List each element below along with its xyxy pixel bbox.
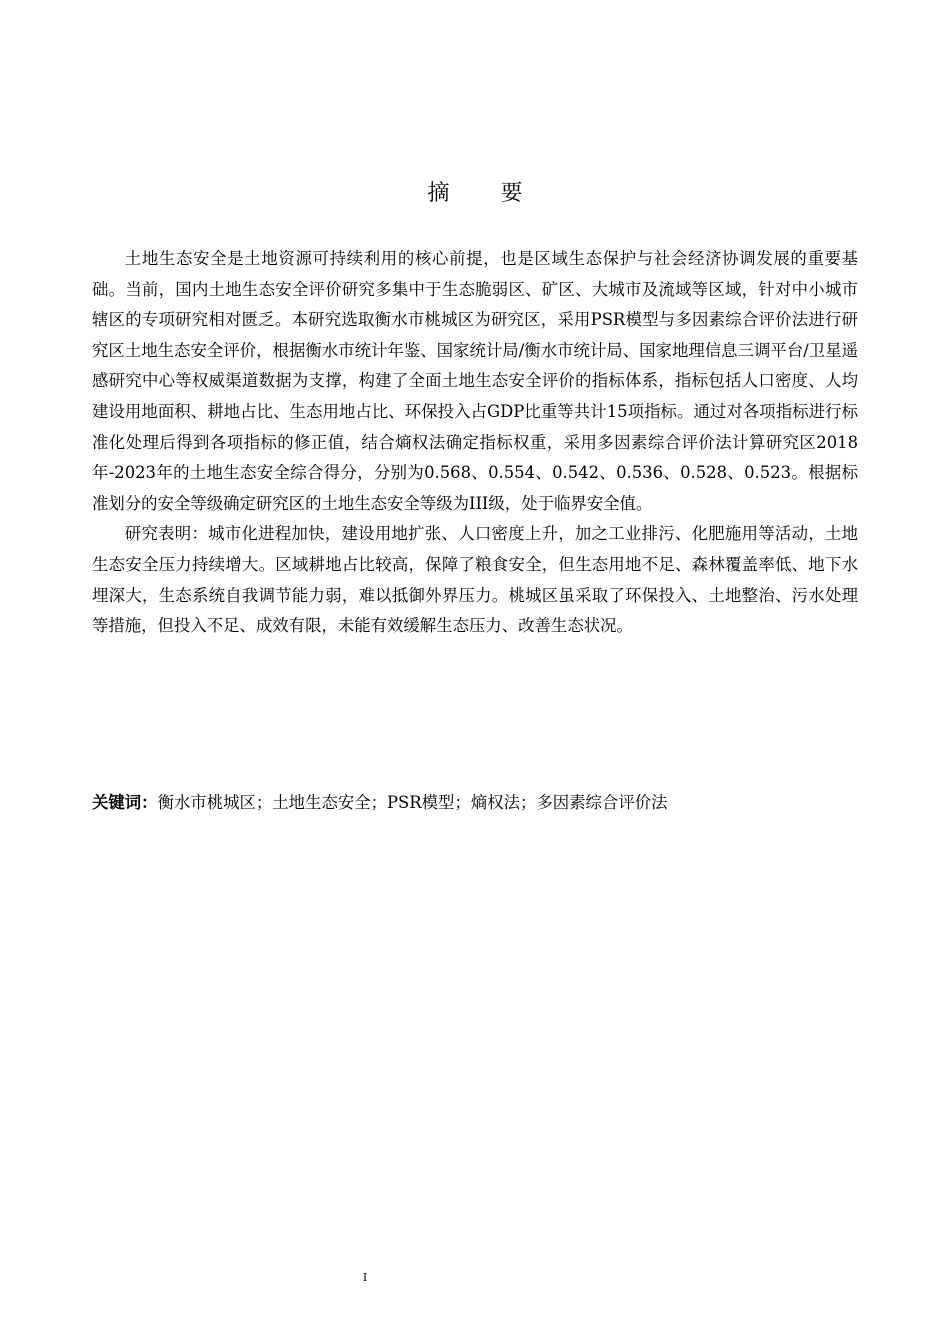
keywords-line	[92, 788, 858, 818]
abstract-paragraph-1: 土地生态安全是土地资源可持续利用的核心前提，也是区域生态保护与社会经济协调发展的重要基础。当前，国内土地生态安全评价研究多集中于生态脆弱区、矿区、大城市及流域等区域，针对中小城市辖区的专项研究相对匮乏。本研究选取衡水市桃城区为研究区，采用PSR模型与多因素综合评价法进行研究区土地生态安全评价，根据衡水市统计年鉴、国家统计局/衡水市统计局、国家地理信息三调平台/卫星遥感研究中心等权威渠道数据为支撑，构建了全面土地生态安全评价的指标体系，指标包括人口密度、人均建设用地面积、耕地占比、生态用地占比、环保投入占GDP比重等共计15项指标。通过对各项指标进行标准化处理后得到各项指标的修正值，结合熵权法确定指标权重，采用多因素综合评价法计算研究区2018年-2023年的土地生态安全综合得分，分别为0.568、0.554、0.542、0.536、0.528、0.523。根据标准划分的安全等级确定研究区的土地生态安全等级为III级，处于临界安全值。	[92, 249, 858, 513]
keywords-label: 关键词：	[92, 793, 158, 812]
keywords-text: 衡水市桃城区；土地生态安全；PSR模型；熵权法；多因素综合评价法	[157, 793, 668, 812]
page-number: I	[362, 1271, 368, 1284]
abstract-title: 摘 要	[427, 181, 545, 206]
abstract-paragraph-2: 研究表明：城市化进程加快，建设用地扩张、人口密度上升，加之工业排污、化肥施用等活动，土地生态安全压力持续增大。区域耕地占比较高，保障了粮食安全，但生态用地不足、森林覆盖率低、地下水埋深大，生态系统自我调节能力弱，难以抵御外界压力。桃城区虽采取了环保投入、土地整治、污水处理等措施，但投入不足、成效有限，未能有效缓解生态压力、改善生态状况。	[92, 524, 858, 636]
abstract-body	[92, 244, 858, 642]
